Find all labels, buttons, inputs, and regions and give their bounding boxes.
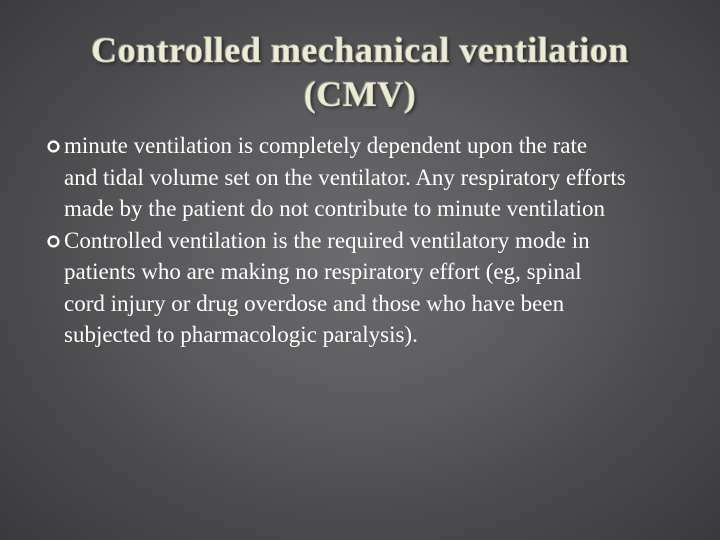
ring-bullet-icon <box>46 234 61 249</box>
bullet-text: minute ventilation is completely dependent upon the rate and tidal volume set on the ventilator. Any respiratory efforts made by the patient do not contribute to minute ventilation <box>64 133 626 221</box>
list-item <box>46 225 626 351</box>
bullet-list <box>46 130 626 351</box>
slide-title-line-1: Controlled mechanical ventilation <box>91 30 629 70</box>
bullet-text: Controlled ventilation is the required ventilatory mode in patients who are making no respiratory effort (eg, spinal cord injury or drug overdose and those who have been subjected to pharmacologic paralysis). <box>64 227 590 347</box>
slide-title <box>40 28 680 116</box>
slide-title-line-2: (CMV) <box>303 74 417 114</box>
ring-bullet-icon <box>46 139 61 154</box>
list-item <box>46 130 626 225</box>
